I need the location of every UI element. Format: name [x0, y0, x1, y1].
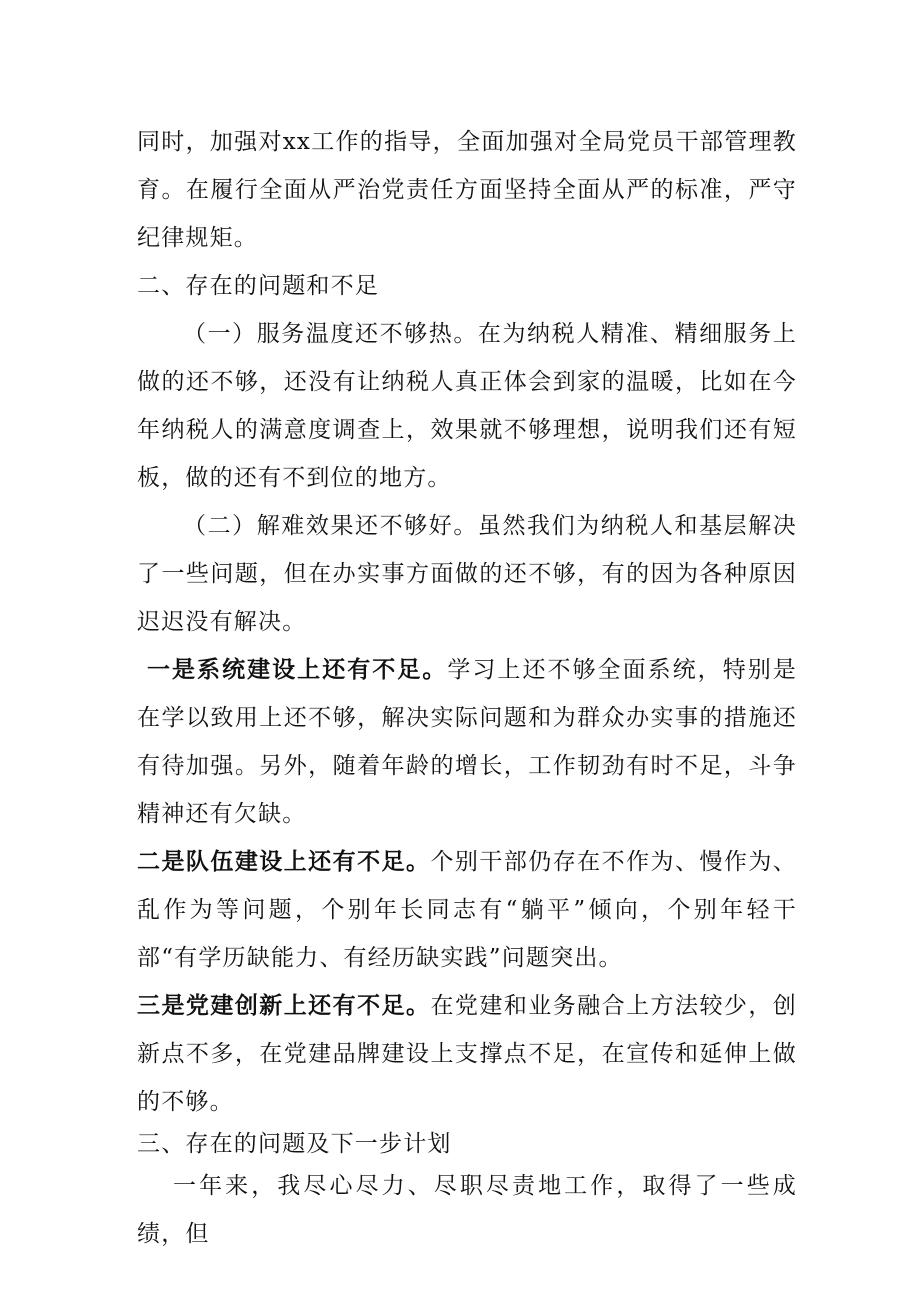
- document-body: [137, 118, 797, 1258]
- paragraph-party-innovation: [137, 982, 797, 1126]
- paragraph-lead-1: 一是系统建设上还有不足。: [147, 656, 448, 683]
- paragraph-body-2: 个别干部仍存在不作为、慢作为、乱作为等问题，个别年长同志有“躺平”倾向，个别年轻干部“有学历缺能力、有经历缺实践”问题突出。: [137, 849, 798, 971]
- paragraph-lead-3: 三是党建创新上还有不足。: [137, 992, 431, 1019]
- section-heading-3: 三、存在的问题及下一步计划: [137, 1131, 452, 1157]
- paragraph-service-warmth: （一）服务温度还不够热。在为纳税人精准、精细服务上做的还不够，还没有让纳税人真正体会到家的温暖，比如在今年纳税人的满意度调查上，效果就不够理想，说明我们还有短板，做的还有不到位的地方。: [137, 321, 797, 491]
- paragraph-problem-solving: （二）解难效果还不够好。虽然我们为纳税人和基层解决了一些问题，但在办实事方面做的还不够，有的因为各种原因迟迟没有解决。: [137, 513, 797, 635]
- section-heading-2: 二、存在的问题和不足: [137, 273, 379, 299]
- paragraph-team-building: [137, 838, 797, 982]
- paragraph-lead-2: 二是队伍建设上还有不足。: [137, 848, 431, 875]
- paragraph-system-building: [137, 646, 797, 838]
- paragraph-year-summary: 一年来，我尽心尽力、尽职尽责地工作，取得了一些成绩，但: [137, 1173, 797, 1247]
- paragraph-intro: 同时，加强对xx工作的指导，全面加强对全局党员干部管理教育。在履行全面从严治党责任方面坚持全面从严的标准，严守纪律规矩。: [137, 129, 797, 251]
- paragraph-body-3: 在党建和业务融合上方法较少，创新点不多，在党建品牌建设上支撑点不足，在宣传和延伸上做的不够。: [137, 993, 798, 1115]
- paragraph-body-1: 学习上还不够全面系统，特别是在学以致用上还不够，解决实际问题和为群众办实事的措施还有待加强。另外，随着年龄的增长，工作韧劲有时不足，斗争精神还有欠缺。: [137, 657, 797, 827]
